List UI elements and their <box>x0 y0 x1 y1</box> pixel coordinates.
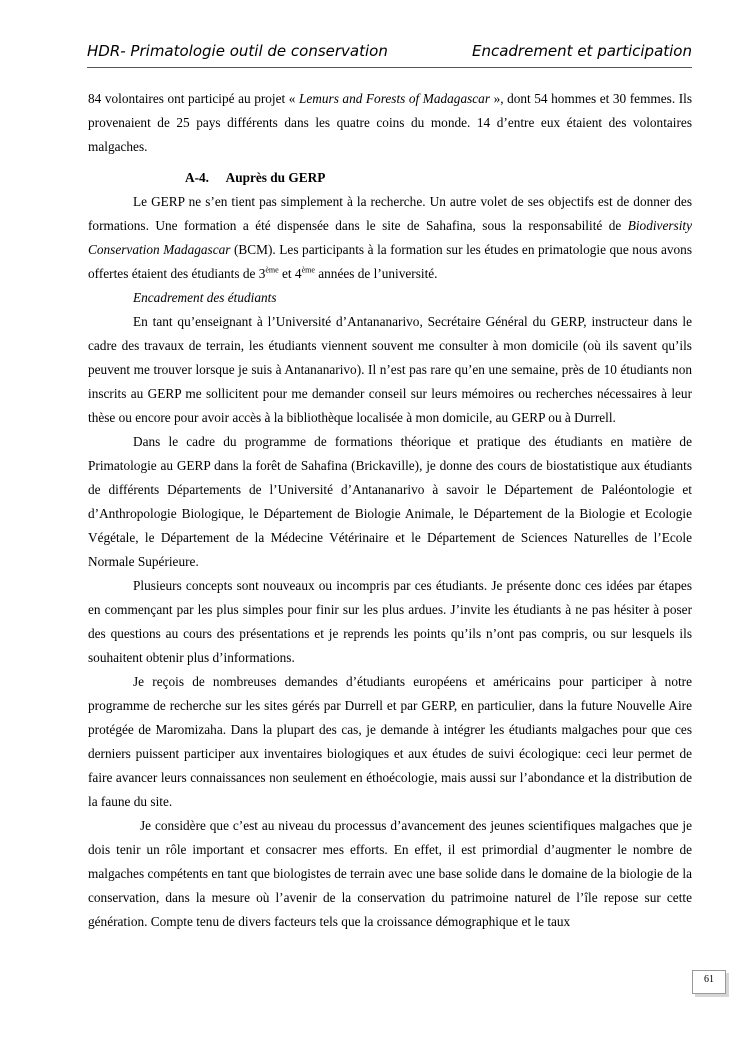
paragraph-courses: Dans le cadre du programme de formations théorique et pratique des étudiants en matière de Primatologie au GERP dans la forêt de Sahafina (Brickaville), je donne des cours de biostatistique aux étudiants de différents Départements de l’Université d’Antananarivo à savoir le Département de Paléontologie et d’Anthropologie Biologique, le Département de Biologie Animale, le Département de la Biologie et Ecologie Végétale, le Département de la Médecine Vétérinaire et le Département de Sciences Naturelles de l’Ecole Normale Supérieure. <box>88 434 692 569</box>
superscript: ème <box>265 265 279 275</box>
header-right-title: Encadrement et participation <box>471 42 692 60</box>
text-run: Le GERP ne s’en tient pas simplement à la recherche. Un autre volet de ses objectifs est de donner des formations. Une formation a été dispensée dans le site de Sahafina, sous la responsabilité de <box>88 194 692 233</box>
paragraph-consultation: En tant qu’enseignant à l’Université d’Antananarivo, Secrétaire Général du GERP, instructeur dans le cadre des travaux de terrain, les étudiants viennent souvent me consulter à mon domicile (où ils savent qu’ils peuvent me trouver lorsque je suis à Antananarivo). Il n’est pas rare qu’en une semaine, près de 10 étudiants non inscrits au GERP me sollicitent pour me demander conseil sur leurs mémoires ou recherches nécessaires à leur thèse ou encore pour avoir accès à la bibliothèque localisée à mon domicile, au GERP ou à Durrell. <box>88 314 692 425</box>
section-title: Auprès du GERP <box>225 170 326 185</box>
header-left-title: HDR- Primatologie outil de conservation <box>87 42 388 60</box>
text-run: et 4 <box>282 266 302 281</box>
header-rule <box>87 67 692 68</box>
page-number-box <box>692 970 730 998</box>
superscript: ème <box>301 265 315 275</box>
page-number: 61 <box>704 974 714 985</box>
paragraph-young-scientists: Je considère que c’est au niveau du processus d’avancement des jeunes scientifiques malgaches que je dois tenir un rôle important et consacrer mes efforts. En effet, il est primordial d’augmenter le nombre de malgaches compétents en tant que biologistes de terrain avec une base solide dans le domaine de la biologie de la conservation, dans la mesure où l’avenir de la conservation du patrimoine naturel de l’île repose sur cette génération. Compte tenu de divers facteurs tels que la croissance démographique et le taux <box>88 818 692 929</box>
section-heading <box>88 166 692 190</box>
text-run: années de l’université. <box>318 266 438 281</box>
section-number: A-4. <box>185 170 210 185</box>
paragraph-formation <box>88 190 692 286</box>
paragraph-requests: Je reçois de nombreuses demandes d’étudiants européens et américains pour participer à notre programme de recherche sur les sites gérés par Durrell et par GERP, en particulier, dans la future Nouvelle Aire protégée de Maromizaha. Dans la plupart des cas, je demande à intégrer les étudiants malgaches pour que ces derniers puissent participer aux inventaires biologiques et aux études de suivi écologique: ceci leur permet de faire avancer leurs connaissances non seulement en éthoécologie, mais aussi sur l’abondance et la distribution de la faune du site. <box>88 674 692 809</box>
paragraph-volunteers <box>88 87 692 159</box>
project-title: Lemurs and Forests of Madagascar <box>298 91 490 106</box>
text-run: (BCM). Les participants à la formation sur les études en primatologie que nous avons offertes étaient des étudiants de 3 <box>88 242 692 281</box>
text-run: », dont 54 hommes et 30 femmes. Ils provenaient de 25 pays différents dans les quatre coins du monde. 14 d’entre eux étaient des volontaires malgaches. <box>88 91 693 154</box>
page-body <box>88 87 692 934</box>
paragraph-concepts: Plusieurs concepts sont nouveaux ou incompris par ces étudiants. Je présente donc ces idées par étapes en commençant par les plus simples pour finir sur les plus ardues. J’invite les étudiants à ne pas hésiter à poser des questions au cours des présentations et je reprends les points qu’ils n’ont pas compris, ou sur lesquels ils souhaitent obtenir plus d’informations. <box>88 578 692 665</box>
subsection-heading: Encadrement des étudiants <box>133 290 277 305</box>
running-header <box>87 42 692 64</box>
text-run: 84 volontaires ont participé au projet « <box>88 91 296 106</box>
organization-name: Biodiversity Conservation Madagascar <box>88 218 692 257</box>
